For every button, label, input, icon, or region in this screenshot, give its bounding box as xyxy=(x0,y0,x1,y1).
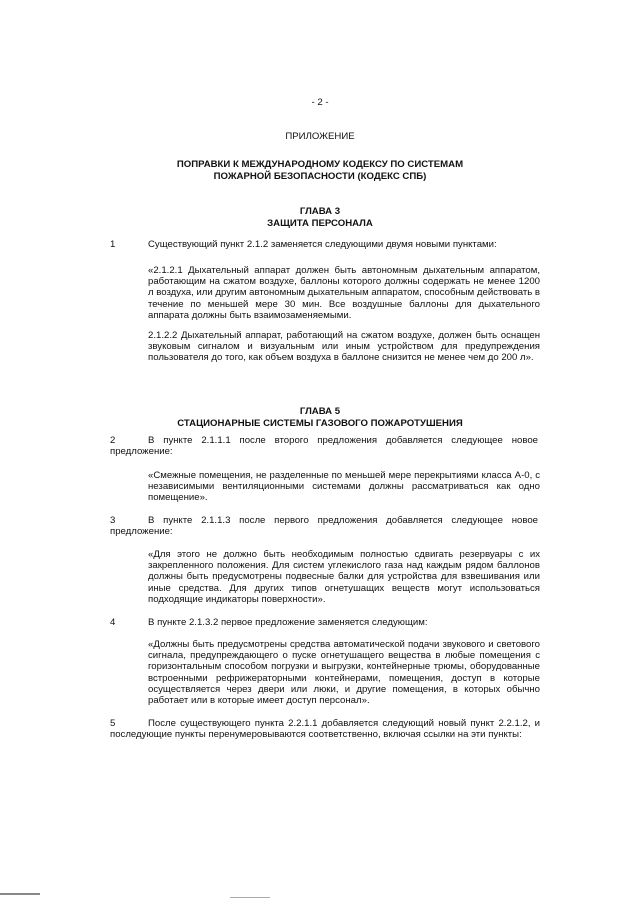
item2-number: 2 xyxy=(110,435,116,446)
chapter5-title: СТАЦИОНАРНЫЕ СИСТЕМЫ ГАЗОВОГО ПОЖАРОТУШЕНИЯ xyxy=(177,418,463,429)
quote-reservoirs: «Для этого не должно быть необходимым полностью сдвигать резервуары с их закрепленного положения. Для систем углекислого газа над каждым рядом баллонов должны быть предусмотрены подвесные балки для устройства для взвешивания или иные средства. Для других типов огнетушащих веществ могут использоваться подходящие индикаторы поверхности». xyxy=(148,549,540,605)
document-title-line1: ПОПРАВКИ К МЕЖДУНАРОДНОМУ КОДЕКСУ ПО СИСТЕМАМ xyxy=(176,159,464,170)
chapter5-label: ГЛАВА 5 xyxy=(299,406,341,417)
quote-alarm: «Должны быть предусмотрены средства автоматической подачи звукового и светового сигнала, предупреждающего о пуске огнетушащего вещества в любые помещения с горизонтальным способом погрузки и выгрузки, контейнерные трюмы, оборудованные встроенными рефрижераторными контейнерами, помещения, доступ в которые осуществляется через двери или люки, и другие помещения, в которых обычно работает или в которые имеет доступ персонал». xyxy=(148,639,540,707)
page-number: - 2 - xyxy=(311,97,329,108)
quote-2-1-2-1: «2.1.2.1 Дыхательный аппарат должен быть автономным дыхательным аппаратом, работающим на сжатом воздухе, баллоны которого должны содержать не менее 1200 л воздуха, или другим автономным дыхательным аппаратом, способным действовать в течение по меньшей мере 30 мин. Все воздушные баллоны для дыхательного аппарата должны быть взаимозаменяемыми. xyxy=(148,265,540,321)
document-title-line2: ПОЖАРНОЙ БЕЗОПАСНОСТИ (КОДЕКС СПБ) xyxy=(213,171,427,182)
item3-body: В пункте 2.1.1.3 после первого предложения добавляется следующее новое предложение: xyxy=(110,515,538,538)
appendix-label: ПРИЛОЖЕНИЕ xyxy=(285,131,355,142)
item3-number: 3 xyxy=(110,515,116,526)
item2-text xyxy=(110,435,538,457)
chapter3-label: ГЛАВА 3 xyxy=(299,206,341,217)
item4-number: 4 xyxy=(110,617,116,628)
item1-number: 1 xyxy=(110,239,116,250)
item5-number: 5 xyxy=(110,718,116,729)
scan-edge-mark xyxy=(0,893,40,895)
item5-text xyxy=(110,718,540,740)
quote-2-1-2-2: 2.1.2.2 Дыхательный аппарат, работающий на сжатом воздухе, должен быть оснащен звуковым сигналом и визуальным или иным устройством для предупреждения пользователя до того, как объем воздуха в баллоне снизится не менее чем до 200 л». xyxy=(148,330,540,364)
item5-body: После существующего пункта 2.2.1.1 добавляется следующий новый пункт 2.2.1.2, и последующие пункты перенумеровываются соответственно, включая ссылки на эти пункты: xyxy=(110,718,540,741)
item4-text: В пункте 2.1.3.2 первое предложение заменяется следующим: xyxy=(148,617,428,628)
item2-body: В пункте 2.1.1.1 после второго предложения добавляется следующее новое предложение: xyxy=(110,435,538,458)
scan-artifact xyxy=(230,897,270,898)
chapter3-title: ЗАЩИТА ПЕРСОНАЛА xyxy=(267,218,373,229)
quote-adjacent-spaces: «Смежные помещения, не разделенные по меньшей мере перекрытиями класса А-0, с независимыми вентиляционными системами должны рассматриваться как одно помещение». xyxy=(148,470,540,504)
item3-text xyxy=(110,515,538,537)
item1-text: Существующий пункт 2.1.2 заменяется следующими двумя новыми пунктами: xyxy=(148,239,497,250)
